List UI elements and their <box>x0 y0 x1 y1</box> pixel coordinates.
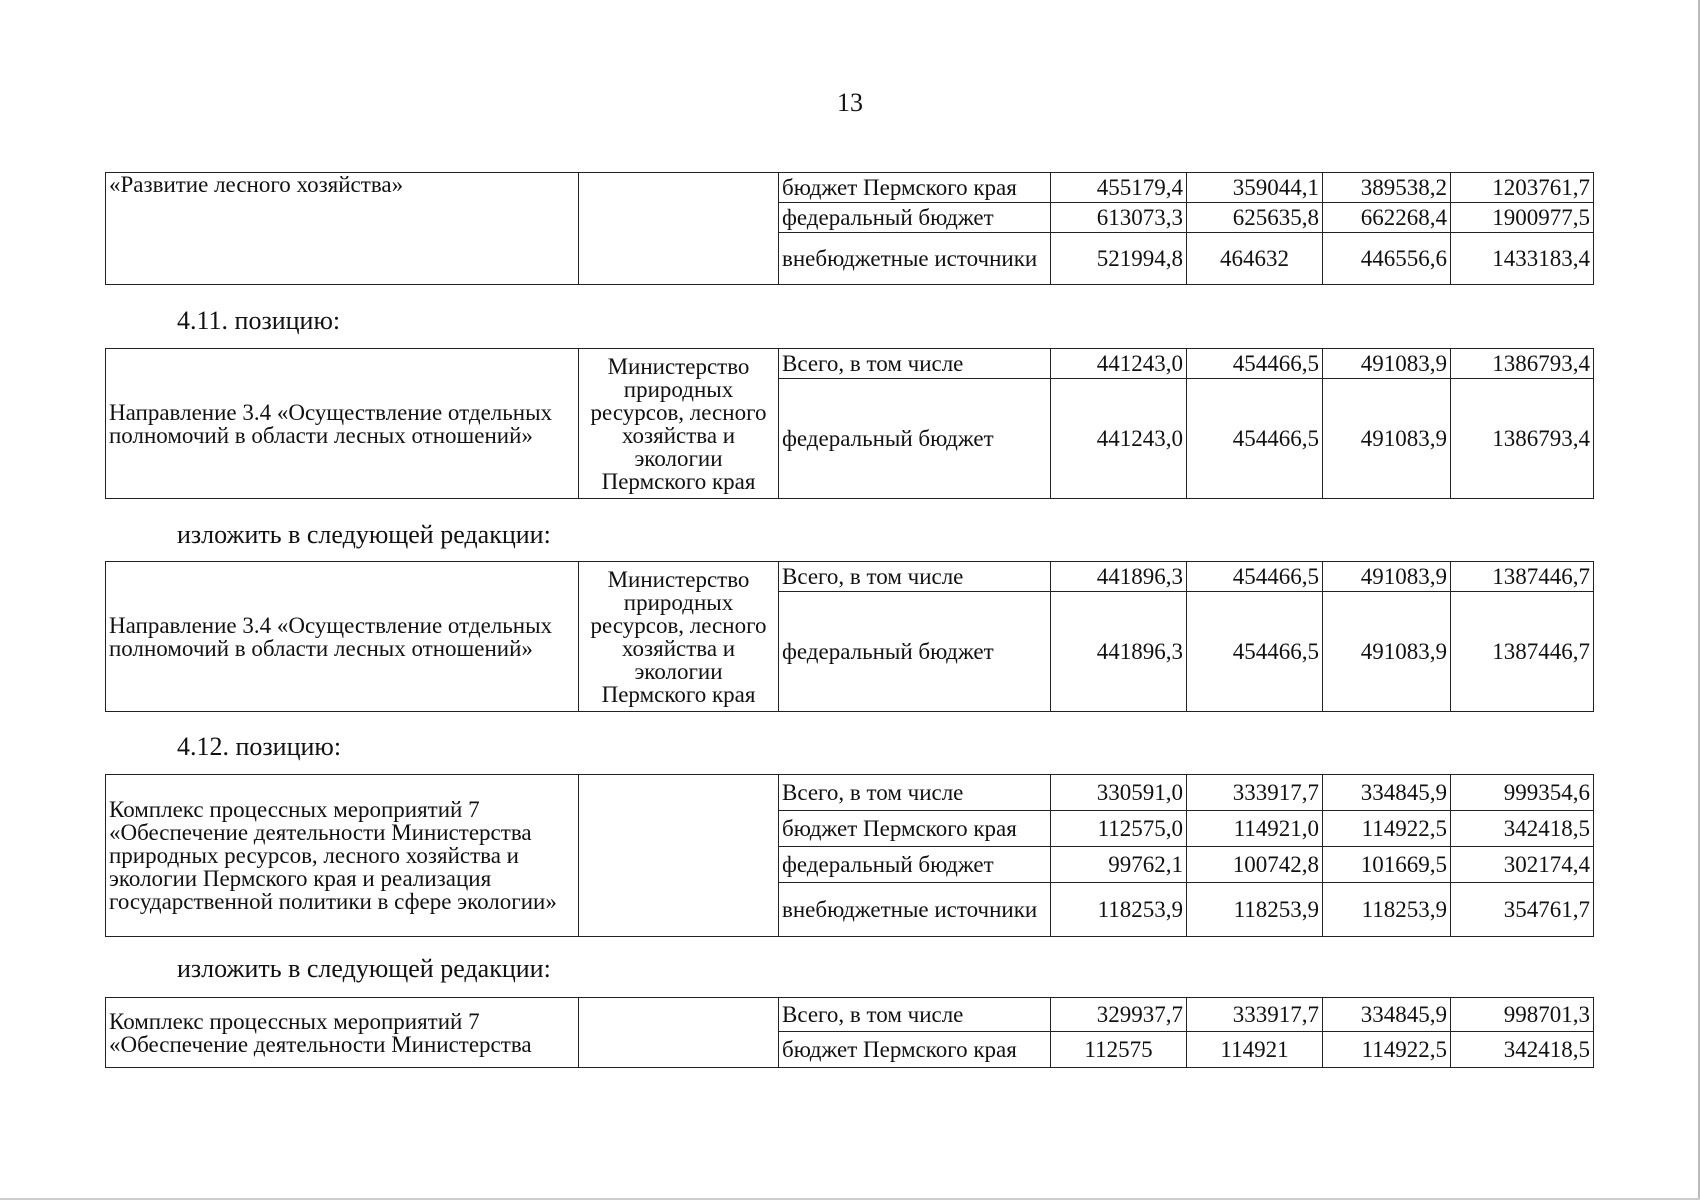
value-cell: 333917,7 <box>1187 998 1323 1032</box>
value-cell: 334845,9 <box>1323 998 1451 1032</box>
value-cell: 333917,7 <box>1187 775 1323 811</box>
value-cell: 302174,4 <box>1451 847 1594 883</box>
value-cell: 99762,1 <box>1051 847 1187 883</box>
funding-source: бюджет Пермского края <box>779 1032 1051 1068</box>
value-cell: 389538,2 <box>1323 173 1451 203</box>
funding-source: бюджет Пермского края <box>779 173 1051 203</box>
value-cell: 446556,6 <box>1323 233 1451 285</box>
value-cell: 491083,9 <box>1323 349 1451 379</box>
funding-source: федеральный бюджет <box>779 203 1051 233</box>
value-cell: 334845,9 <box>1323 775 1451 811</box>
value-cell: 454466,5 <box>1187 562 1323 592</box>
value-cell: 342418,5 <box>1451 1032 1594 1068</box>
value-cell: 112575,0 <box>1051 811 1187 847</box>
program-name: «Развитие лесного хозяйства» <box>106 173 579 285</box>
table-row <box>106 349 1594 379</box>
responsible-cell <box>579 775 779 937</box>
responsible-ministry: Министерство природных ресурсов, лесного хозяйства и экологии Пермского края <box>579 349 779 499</box>
value-cell: 491083,9 <box>1323 379 1451 499</box>
value-cell: 359044,1 <box>1187 173 1323 203</box>
funding-source: внебюджетные источники <box>779 883 1051 937</box>
value-cell: 491083,9 <box>1323 562 1451 592</box>
funding-source: федеральный бюджет <box>779 592 1051 712</box>
table-row <box>106 775 1594 811</box>
page-number: 13 <box>837 88 863 117</box>
caption-4-12: 4.12. позицию: <box>177 732 342 761</box>
value-cell: 1386793,4 <box>1451 349 1594 379</box>
value-cell: 118253,9 <box>1187 883 1323 937</box>
value-cell: 114922,5 <box>1323 1032 1451 1068</box>
value-cell: 329937,7 <box>1051 998 1187 1032</box>
value-cell: 441243,0 <box>1051 379 1187 499</box>
value-cell: 1387446,7 <box>1451 592 1594 712</box>
value-cell: 1203761,7 <box>1451 173 1594 203</box>
value-cell: 1386793,4 <box>1451 379 1594 499</box>
value-cell: 118253,9 <box>1051 883 1187 937</box>
value-cell: 454466,5 <box>1187 379 1323 499</box>
program-name: Направление 3.4 «Осуществление отдельных полномочий в области лесных отношений» <box>106 349 579 499</box>
funding-source: Всего, в том числе <box>779 349 1051 379</box>
value-cell: 354761,7 <box>1451 883 1594 937</box>
value-cell: 455179,4 <box>1051 173 1187 203</box>
value-cell: 101669,5 <box>1323 847 1451 883</box>
value-cell: 330591,0 <box>1051 775 1187 811</box>
responsible-ministry: Министерство природных ресурсов, лесного хозяйства и экологии Пермского края <box>579 562 779 712</box>
responsible-cell <box>579 998 779 1068</box>
program-name: Направление 3.4 «Осуществление отдельных полномочий в области лесных отношений» <box>106 562 579 712</box>
value-cell: 454466,5 <box>1187 592 1323 712</box>
funding-source: федеральный бюджет <box>779 847 1051 883</box>
value-cell: 114922,5 <box>1323 811 1451 847</box>
funding-source: Всего, в том числе <box>779 562 1051 592</box>
value-cell: 112575 <box>1051 1032 1187 1068</box>
value-cell: 613073,3 <box>1051 203 1187 233</box>
value-cell: 114921,0 <box>1187 811 1323 847</box>
value-cell: 118253,9 <box>1323 883 1451 937</box>
caption-4-11: 4.11. позицию: <box>177 306 341 335</box>
value-cell: 114921 <box>1187 1032 1323 1068</box>
value-cell: 441896,3 <box>1051 592 1187 712</box>
value-cell: 998701,3 <box>1451 998 1594 1032</box>
value-cell: 441243,0 <box>1051 349 1187 379</box>
funding-source: бюджет Пермского края <box>779 811 1051 847</box>
value-cell: 342418,5 <box>1451 811 1594 847</box>
table-process-complex-7-old <box>105 774 1594 937</box>
value-cell: 662268,4 <box>1323 203 1451 233</box>
value-cell: 491083,9 <box>1323 592 1451 712</box>
table-forestry-development <box>105 172 1594 285</box>
program-name: Комплекс процессных мероприятий 7 «Обеспечение деятельности Министерства природных ресурсов, лесного хозяйства и экологии Пермского края и реализация государственной политики в сфере экологии» <box>106 775 579 937</box>
table-row <box>106 562 1594 592</box>
table-direction-3-4-new <box>105 561 1594 712</box>
table-direction-3-4-old <box>105 348 1594 499</box>
table-row <box>106 998 1594 1032</box>
value-cell: 454466,5 <box>1187 349 1323 379</box>
responsible-cell <box>579 173 779 285</box>
funding-source: Всего, в том числе <box>779 775 1051 811</box>
table-row <box>106 173 1594 203</box>
caption-new-edition-1: изложить в следующей редакции: <box>177 520 551 549</box>
caption-new-edition-2: изложить в следующей редакции: <box>177 954 551 983</box>
value-cell: 625635,8 <box>1187 203 1323 233</box>
value-cell: 1387446,7 <box>1451 562 1594 592</box>
value-cell: 1900977,5 <box>1451 203 1594 233</box>
program-name: Комплекс процессных мероприятий 7 «Обеспечение деятельности Министерства <box>106 998 579 1068</box>
value-cell: 464632 <box>1187 233 1323 285</box>
value-cell: 100742,8 <box>1187 847 1323 883</box>
value-cell: 999354,6 <box>1451 775 1594 811</box>
funding-source: внебюджетные источники <box>779 233 1051 285</box>
table-process-complex-7-new <box>105 997 1594 1068</box>
value-cell: 1433183,4 <box>1451 233 1594 285</box>
value-cell: 441896,3 <box>1051 562 1187 592</box>
funding-source: федеральный бюджет <box>779 379 1051 499</box>
value-cell: 521994,8 <box>1051 233 1187 285</box>
funding-source: Всего, в том числе <box>779 998 1051 1032</box>
